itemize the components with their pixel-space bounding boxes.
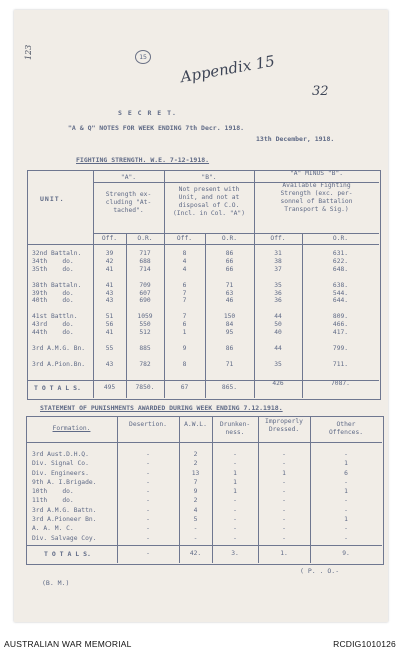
total-other-offences: 9. xyxy=(342,550,350,557)
col-c-subtitle: Available Fighting Strength (exc. per- sonnel of Battalion Transport & Sig.) xyxy=(280,182,353,213)
drunkenness-header: Drunken- ness. xyxy=(219,421,251,436)
col-b-subtitle: Not present with Unit, and not at disposal of C.O. (Incl. in Col. "A") xyxy=(172,186,246,217)
formation-header: Formation. xyxy=(52,425,91,432)
punishments-totals-label: T O T A L S. xyxy=(44,550,91,558)
c-off-header: Off. xyxy=(270,235,286,242)
unit-header: UNIT. xyxy=(40,195,65,203)
other-offences-header: Other Offences. xyxy=(328,421,364,436)
awl-header: A.W.L. xyxy=(184,421,207,428)
footer-archive-name: AUSTRALIAN WAR MEMORIAL xyxy=(4,639,132,649)
footer-record-id: RCDIG1010126 xyxy=(333,639,396,649)
total-b-off: 67 xyxy=(180,384,189,391)
side-page-number: 123 xyxy=(24,44,33,60)
total-b-or: 865. xyxy=(221,384,238,391)
a-off-header: Off. xyxy=(101,235,118,242)
classification-label: S E C R E T. xyxy=(118,109,177,117)
improperly-dressed-values: - - 1 - - - - - - - xyxy=(282,451,286,542)
total-c-off: 426 xyxy=(272,380,284,387)
formation-names: 3rd Aust.D.H.Q. Div. Signal Co. Div. Engineers. 9th A. I.Brigade. 10th do. 11th do. 3rd A.M.G. Battn. 3rd A.Pioneer Bn. A. A. M. C. Div. Salvage Coy. xyxy=(32,451,97,542)
col-a-title: "A". xyxy=(120,174,137,181)
c-or-values: 631. 622. 648. 638. 544. 644. 809. 466. 417. 799. 711. xyxy=(332,250,349,368)
handwritten-number: 32 xyxy=(312,84,329,99)
punishments-heading: STATEMENT OF PUNISHMENTS AWARDED DURING WEEK ENDING 7.12.1918. xyxy=(40,404,283,412)
awl-values: 2 2 13 7 9 2 4 5 - - xyxy=(191,451,200,542)
total-improperly-dressed: 1. xyxy=(280,550,288,557)
document-date: 13th December, 1918. xyxy=(256,135,335,143)
document-title: "A & Q" NOTES FOR WEEK ENDING 7th Decr. 1918. xyxy=(68,124,245,132)
total-desertion: - xyxy=(146,550,150,557)
total-awl: 42. xyxy=(189,550,202,557)
b-or-values: 86 66 66 71 63 46 150 84 95 86 71 xyxy=(223,250,236,368)
c-or-header: O.R. xyxy=(332,235,349,242)
b-or-header: O.R. xyxy=(221,235,238,242)
total-c-or: 7087. xyxy=(331,380,350,387)
b-off-values: 8 4 4 6 7 7 7 6 1 9 8 xyxy=(182,250,187,368)
appendix-note: Appendix 15 xyxy=(179,51,277,87)
other-offences-values: - 1 6 - 1 - - 1 - - xyxy=(344,451,348,542)
circled-mark: 15 xyxy=(135,50,151,64)
section-heading: FIGHTING STRENGTH. W.E. 7-12-1918. xyxy=(76,156,210,164)
total-a-or: 7850. xyxy=(135,384,155,391)
initials: (B. M.) xyxy=(42,579,70,587)
col-a-subtitle: Strength ex- cluding "At- tached". xyxy=(105,191,152,214)
total-drunkenness: 3. xyxy=(231,550,239,557)
a-or-header: O.R. xyxy=(137,235,153,242)
total-a-off: 495 xyxy=(103,384,116,391)
unit-names: 32nd Battaln. 34th do. 35th do. 38th Battaln. 39th do. 40th do. 41st Battln. 43rd do. 44th do. 3rd A.M.G. Bn. 3rd A.Pion.Bn. xyxy=(32,250,86,368)
drunkenness-values: - - 1 1 1 - - - - - xyxy=(233,451,237,542)
col-c-title: "A" MINUS "B". xyxy=(289,170,344,177)
footnote: ( P. . O.- xyxy=(300,567,340,575)
a-off-values: 39 42 41 41 43 43 51 56 41 55 43 xyxy=(105,250,114,368)
b-off-header: Off. xyxy=(176,235,193,242)
improperly-dressed-header: Improperly Dressed. xyxy=(265,418,303,433)
a-or-values: 717 688 714 709 607 690 1059 550 512 885 782 xyxy=(137,250,153,368)
desertion-values: - - - - - - - - - - xyxy=(146,451,150,542)
desertion-header: Desertion. xyxy=(129,421,167,428)
c-off-values: 31 38 37 35 36 36 44 50 40 44 35 xyxy=(274,250,282,368)
col-b-title: "B". xyxy=(201,174,217,181)
strength-totals-label: T O T A L S. xyxy=(34,384,81,392)
